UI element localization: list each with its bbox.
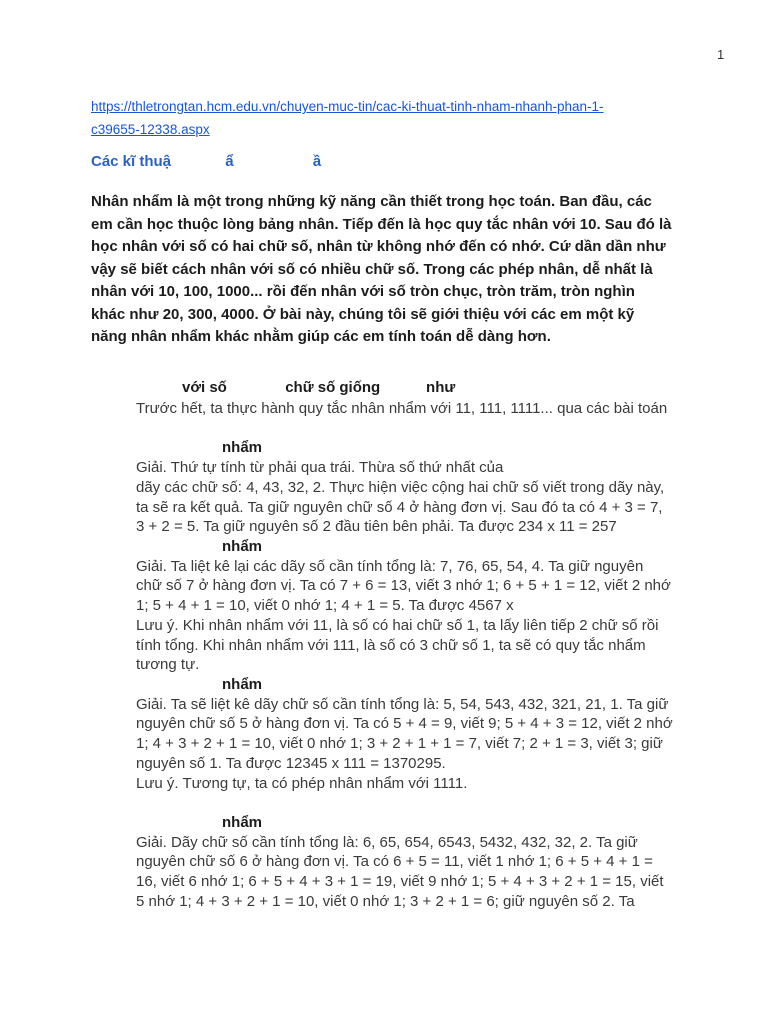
intro-line: vậy sẽ biết cách nhân với số có nhiều chữ số. Trong các phép nhân, dễ nhất là bbox=[91, 260, 653, 278]
body-line: Giải. Ta sẽ liệt kê dãy chữ số cần tính tổng là: 5, 54, 543, 432, 321, 21, 1. Ta giữ bbox=[136, 696, 669, 713]
body-line: Giải. Thứ tự tính từ phải qua trái. Thừa số thứ nhất của bbox=[136, 459, 504, 476]
body-line: Trước hết, ta thực hành quy tắc nhân nhẩm với 11, 111, 1111... qua các bài toán bbox=[136, 400, 668, 417]
example-label: nhẩm bbox=[222, 439, 263, 456]
body-line: Giải. Ta liệt kê lại các dãy số cần tính tổng là: 7, 76, 65, 54, 4. Ta giữ nguyên bbox=[136, 558, 644, 575]
body-line: ta sẽ ra kết quả. Ta giữ nguyên chữ số 4 ở hàng đơn vị. Sau đó ta có 4 + 3 = 7, bbox=[136, 499, 663, 516]
example-label: nhẩm bbox=[222, 538, 263, 555]
body-line: dãy các chữ số: 4, 43, 32, 2. Thực hiện việc cộng hai chữ số viết trong dãy này, bbox=[136, 479, 665, 496]
body-line: 1; 4 + 3 + 2 + 1 = 10, viết 0 nhớ 1; 3 + 2 + 1 + 1 = 7, viết 7; 2 + 1 = 3, viết 3; giữ bbox=[136, 735, 663, 752]
intro-line: năng nhân nhẩm khác nhằm giúp các em tính toán dễ dàng hơn. bbox=[91, 328, 551, 345]
body-line: nguyên số 1. Ta được 12345 x 111 = 1370295. bbox=[136, 755, 446, 772]
body-line: Lưu ý. Tương tự, ta có phép nhân nhẩm với 1111. bbox=[136, 775, 468, 792]
body-line: 1; 5 + 4 + 1 = 10, viết 0 nhớ 1; 4 + 1 = 5. Ta được 4567 x bbox=[136, 597, 514, 614]
body-line: nguyên chữ số 5 ở hàng đơn vị. Ta có 5 + 4 = 9, viết 9; 5 + 4 + 3 = 12, viết 2 nhớ bbox=[136, 715, 673, 732]
source-link[interactable] bbox=[91, 95, 701, 141]
page-number: 1 bbox=[717, 47, 725, 62]
body-line: 3 + 2 = 5. Ta giữ nguyên số 2 đầu tiên bên phải. Ta được 234 x 11 = 257 bbox=[136, 518, 617, 535]
body-line: chữ số 7 ở hàng đơn vị. Ta có 7 + 6 = 13, viết 3 nhớ 1; 6 + 5 + 1 = 12, viết 2 nhớ bbox=[136, 577, 671, 594]
body-line: tương tự. bbox=[136, 656, 200, 673]
body-line: Lưu ý. Khi nhân nhẩm với 11, là số có hai chữ số 1, ta lấy liên tiếp 2 chữ số rồi bbox=[136, 617, 659, 634]
body-line: 5 nhớ 1; 4 + 3 + 2 + 1 = 10, viết 0 nhớ 1; 3 + 2 + 1 = 6; giữ nguyên số 2. Ta bbox=[136, 893, 635, 910]
example-label: nhẩm bbox=[222, 814, 263, 831]
body-line: 16, viết 6 nhớ 1; 6 + 5 + 4 + 3 + 1 = 19, viết 9 nhớ 1; 5 + 4 + 3 + 2 + 1 = 15, viết bbox=[136, 873, 664, 890]
intro-line: học nhân với số có hai chữ số, nhân từ không nhớ đến có nhớ. Cứ dần dần như bbox=[91, 238, 666, 255]
body-line: Giải. Dãy chữ số cần tính tổng là: 6, 65, 654, 6543, 5432, 432, 32, 2. Ta giữ bbox=[136, 834, 638, 851]
intro-line: nhân với 10, 100, 1000... rồi đến nhân với số tròn chục, tròn trăm, tròn nghìn bbox=[91, 283, 635, 300]
section-subheading: với số chữ số giống như bbox=[182, 379, 456, 396]
body-line: nguyên chữ số 6 ở hàng đơn vị. Ta có 6 + 5 = 11, viết 1 nhớ 1; 6 + 5 + 4 + 1 = bbox=[136, 853, 653, 870]
example-label: nhẩm bbox=[222, 676, 263, 693]
intro-line: khác như 20, 300, 4000. Ở bài này, chúng tôi sẽ giới thiệu với các em một kỹ bbox=[91, 305, 635, 323]
source-link-line-1[interactable]: https://thletrongtan.hcm.edu.vn/chuyen-muc-tin/cac-ki-thuat-tinh-nham-nhanh-phan-1- bbox=[91, 99, 604, 114]
intro-paragraph bbox=[91, 191, 731, 349]
body-line: tính tổng. Khi nhân nhẩm với 111, là số có 3 chữ số 1, ta sẽ có quy tắc nhẩm bbox=[136, 637, 646, 654]
intro-line: em cần học thuộc lòng bảng nhân. Tiếp đến là học quy tắc nhân với 10. Sau đó là bbox=[91, 215, 672, 233]
intro-line: Nhân nhẩm là một trong những kỹ năng cần thiết trong học toán. Ban đầu, các bbox=[91, 193, 652, 210]
source-link-line-2[interactable]: c39655-12338.aspx bbox=[91, 122, 210, 137]
article-heading: Các kĩ thuậ ẩ ầ bbox=[91, 153, 322, 170]
